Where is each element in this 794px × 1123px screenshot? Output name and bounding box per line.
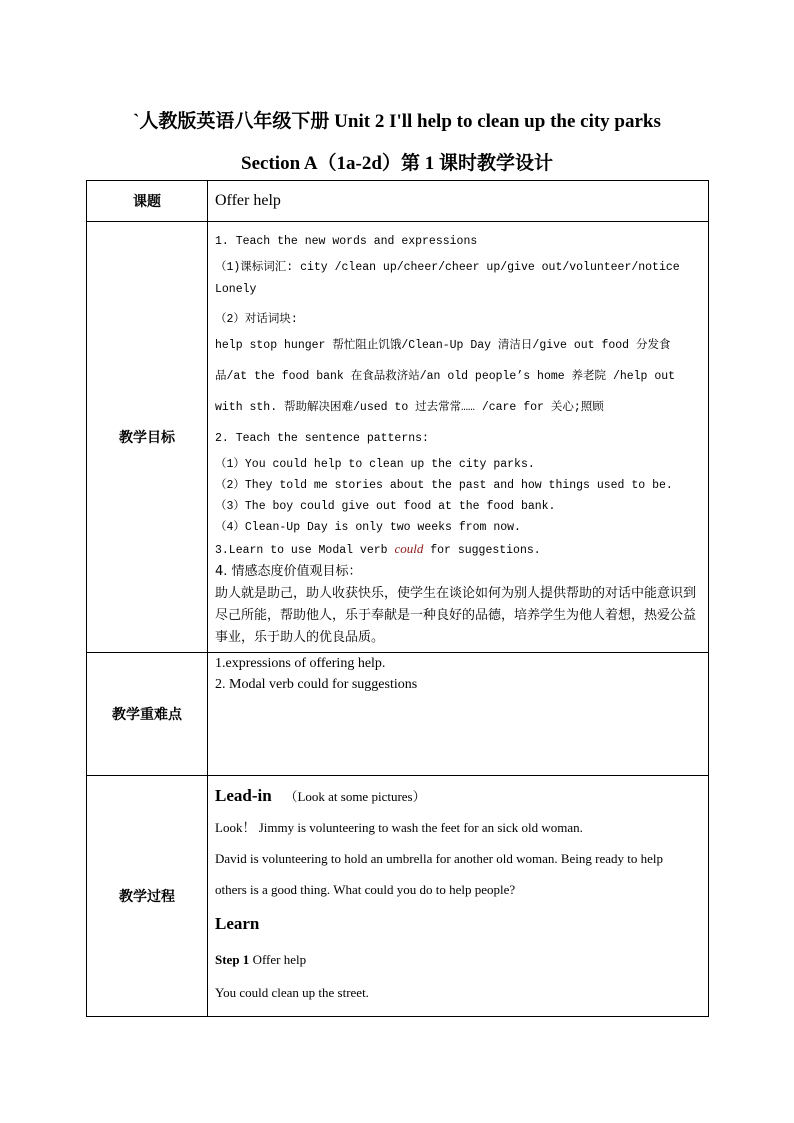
topic-value: Offer help [208, 181, 709, 222]
process-line: Look！ Jimmy is volunteering to wash the feet for an sick old woman. [215, 820, 583, 835]
topic-label: 课题 [87, 181, 208, 222]
difficulties-label: 教学重难点 [87, 653, 208, 776]
process-line: David is volunteering to hold an umbrella for another old woman. Being ready to help [215, 851, 664, 866]
difficulty-line: 1.expressions of offering help. [215, 656, 386, 671]
learn-heading: Learn [215, 914, 260, 933]
goal-line: （1)课标词汇: city /clean up/cheer/cheer up/give out/volunteer/notice [215, 261, 680, 274]
leadin-note: （Look at some pictures） [284, 789, 426, 804]
table-row-goals [87, 222, 709, 653]
goal-line: （2）对话词块: [215, 313, 298, 326]
emotion-goal-title: 4. 情感态度价值观目标： [215, 564, 362, 579]
goal-line: 1. Teach the new words and expressions [215, 235, 478, 248]
leadin-heading: Lead-in （Look at some pictures） [215, 786, 426, 805]
goal-modal-line: 3.Learn to use Modal verb could for suggestions. [215, 541, 541, 557]
goal-line: 2. Teach the sentence patterns: [215, 432, 429, 445]
difficulties-content [208, 653, 709, 776]
goal-line: （4）Clean-Up Day is only two weeks from now. [215, 521, 521, 534]
document-title-line1: `人教版英语八年级下册 Unit 2 I'll help to clean up the city parks [133, 111, 661, 132]
process-label: 教学过程 [87, 776, 208, 1017]
goal-line: （3）The boy could give out food at the food bank. [215, 500, 556, 513]
goal-line: Lonely [215, 283, 257, 296]
table-row-process [87, 776, 709, 1017]
goals-content [208, 222, 709, 653]
step-heading: Step 1 Offer help [215, 952, 307, 967]
table-row-difficulties [87, 653, 709, 776]
modal-word-could: could [394, 541, 424, 556]
goal-line: （1）You could help to clean up the city parks. [215, 458, 535, 471]
goal-line: 品/at the food bank 在食品救济站/an old people’s home 养老院 /help out [215, 370, 676, 383]
lesson-plan-table [86, 180, 709, 1017]
process-content [208, 776, 709, 1017]
emotion-goal-text: 助人就是助己，助人收获快乐，使学生在谈论如何为别人提供帮助的对话中能意识到尽己所能，帮助他人，乐于奉献是一种良好的品德，培养学生为他人着想，热爱公益事业，乐于助人的优良品质。 [215, 586, 697, 645]
goal-line: help stop hunger 帮忙阻止饥饿/Clean-Up Day 清洁日/give out food 分发食 [215, 339, 671, 352]
table-row-topic [87, 181, 709, 222]
process-line: others is a good thing. What could you do to help people? [215, 882, 516, 897]
goal-line: with sth. 帮助解决困难/used to 过去常常…… /care for 关心;照顾 [215, 401, 604, 414]
goals-label: 教学目标 [87, 222, 208, 653]
difficulty-line: 2. Modal verb could for suggestions [215, 677, 418, 692]
goal-line: （2）They told me stories about the past and how things used to be. [215, 479, 673, 492]
document-title-line2: Section A（1a-2d）第 1 课时教学设计 [241, 153, 553, 174]
process-line: You could clean up the street. [215, 985, 369, 1000]
